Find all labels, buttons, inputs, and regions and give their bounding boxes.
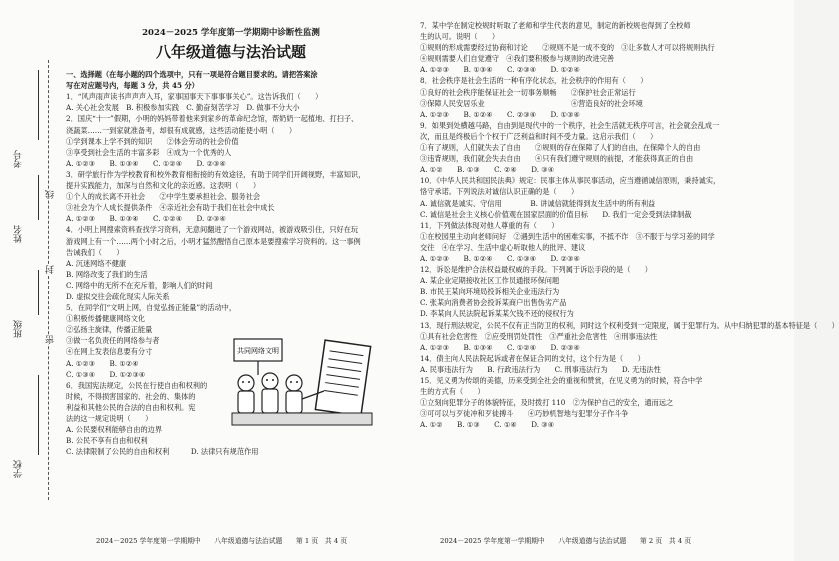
question-line: 浇蔬菜……一到家就准备考，却很有成就感，这些活动能使小明（ ） [66, 125, 297, 135]
banji-line [38, 270, 39, 315]
question-line: ③保障人民安居乐业 ④营造良好的社会环境 [420, 98, 643, 108]
question-line: ④规则需要人们自觉遵守 ④我们要积极参与规则的改进完善 [420, 54, 615, 64]
question-line: ①有了规则，人们就失去了自由 ②规则的存在保障了人们的自由，在保障个人的自由 [420, 143, 701, 153]
question-line: 14．债主向人民法院起诉或者在保证合同的支付，这个行为是（ ） [420, 353, 645, 363]
question-line: D. 虚拟交往会疏化现实人际关系 [66, 291, 170, 301]
question-line: A. 民事违法行为 B. 行政违法行为 C. 刑事违法行为 D. 无违法性 [420, 364, 661, 374]
question-line: D. 李某向人民法院起诉某某欠钱不还的侵权行为 [420, 309, 574, 319]
exam-subtitle: 2024－2025 学年度第一学期期中诊断性监测 [142, 28, 320, 38]
question-line: 10．《中华人民共和国民法典》规定：民事主体从事民事活动，应当遵循诚信原则，秉持诚实， [420, 176, 721, 186]
question-line: ③违背规则，我们就会失去自由 ④只有我们遵守规则的前提，才能获得真正的自由 [420, 154, 694, 164]
cut-mark-mi: 密 [46, 335, 56, 344]
question-line: 1．“风声雨声读书声声声入耳，家事国事天下事事事关心”。这告诉我们（ ） [66, 92, 323, 102]
question-line: ①积极传播健康网络文化 [66, 314, 146, 324]
question-line: 6．我国宪法规定，公民在行使自由和权利的 [66, 380, 208, 390]
question-line: C. 诚信是社会主义核心价值观在国家层面的价值目标 D. 我们一定会受到法律制裁 [420, 209, 692, 219]
question-line: 12．诉讼是维护合法权益最权威的手段。下列属于诉讼手段的是（ ） [420, 265, 652, 275]
question-line: B. 市民王某向环境局投诉相关企业违法行为 [420, 287, 560, 297]
question-line: 5．在同学们“文明上网，自觉弘扬正能量”的活动中， [66, 303, 237, 313]
question-line: 游戏网上有一个……两个小时之后，小明才猛然醒悟自己原本是要搜索学习资料的。这一事例 [66, 236, 361, 246]
question-line: A. 公民要权利能够自由的边界 [66, 425, 163, 435]
xuexiao-label: 学校 [14, 460, 24, 478]
question-line: 8．社会秩序是社会生活的一种有序化状态，社会秩序的作用有（ ） [420, 76, 648, 86]
question-line: ③社会为个人成长提供条件 ④亲近社会有助于我们在社会中成长 [66, 203, 275, 213]
question-line: A. 沉迷网络不健康 [66, 258, 127, 268]
question-line: A. ①② B. ①③ C. ②④ D. ③④ [420, 165, 555, 175]
question-line: 生的认可。说明（ ） [420, 32, 500, 42]
question-line: 时候，不得损害国家的、社会的、集体的 [66, 391, 196, 401]
cartoon-illustration [228, 335, 378, 430]
question-line: C. 法律限制了公民的自由和权利 D. 法律只有规范作用 [66, 447, 259, 457]
question-line: ①在校园里主动向老师问好 ②遇到生活中的困难实事，不抵不诈 ③不服于与学习差的同学 [420, 231, 715, 241]
xingming-label: 姓名 [14, 225, 24, 243]
question-line: ③享受到社会生活的丰富多彩 ④成为一个优秀的人 [66, 147, 232, 157]
section-heading-2: 写在对应题号内，每题 3 分，共 45 分） [66, 81, 199, 91]
question-line: ④在网上发表信息要有分寸 [66, 347, 153, 357]
question-line: A. ①②③ B. ①③④ C. ①②④ D. ②③④ [66, 158, 226, 168]
question-line: 次，而且是终极后个个权于广泛利益和时间不受力量。这启示我们（ ） [420, 131, 658, 141]
question-line: A. ①② B. ①③ C. ①④ D. ③④ [420, 420, 555, 430]
question-line: B. 公民不享有自由和权利 [66, 436, 148, 446]
question-line: A. ①②③ B. ①③④ C. ①②④ D. ②③④ [66, 214, 226, 224]
question-line: C. 张某向消费者协会投诉某商户出售伪劣产品 [420, 298, 567, 308]
question-line: 3．研学旅行作为学校教育和校外教育相衔接的有效途径，有助于同学们开阔视野，丰富知识， [66, 169, 366, 179]
right-column [420, 20, 839, 430]
question-line: 9．如果到处横越马路，自由到是现代中的一个秩序，社会生活就无秩序可言，社会就会乱成一 [420, 120, 720, 130]
question-line: ③做一名负责任的网络参与者 [66, 336, 160, 346]
question-line: A. ①②③ B. ①③④ C. ②③④ D. ①②④ [420, 65, 580, 75]
question-line: 提升实践能力，加深与自然和文化的亲近感。这表明（ ） [66, 181, 261, 191]
question-line: A. ①②③ B. ①②④ [66, 358, 139, 368]
question-line: 告诫我们（ ） [66, 247, 124, 257]
question-line: 交往 ④在学习、生活中虚心听取他人的批评、建议 [420, 242, 586, 252]
question-line: ①学到课本上学不到的知识 ②体会劳动的社会价值 [66, 136, 239, 146]
question-line: 法的这一规定说明（ ） [66, 414, 153, 423]
question-line: ②弘扬主旋律，传播正能量 [66, 325, 153, 335]
question-line: 11．下列做法体现对他人尊重的有（ ） [420, 220, 559, 230]
question-line: 15．见义勇为传颂的美德，历来受到全社会的重视和赞赏，在见义勇为的时候，符合中学 [420, 376, 703, 385]
cut-mark-xian: 线 [46, 190, 56, 199]
question-line: A. ①②③ B. ①③④ C. ①②④ D. ②③④ [420, 342, 580, 352]
question-line: C. 网络中的无所不在充斥着，影响人们的时间 [66, 280, 213, 290]
cartoon-sign-text: 共同网络文明 [237, 347, 279, 355]
question-line: ①规则的形成需要经过协商和讨论 ②规则不是一成不变的 ③让多数人才可以将规则执行 [420, 43, 715, 53]
question-line: ③可可以与歹徒冲和歹徒搏斗 ④巧妙机智地与犯罪分子作斗争 [420, 409, 629, 419]
footer-right: 2024－2025 学年度第一学期期中 八年级道德与法治试题 第 2 页 共 4 页 [440, 537, 692, 545]
xuexiao-line [38, 375, 39, 455]
question-line: C. ①③④ D. ①②③④ [66, 369, 146, 379]
right-question-list [420, 20, 839, 430]
question-line: 生的方式有（ ） [420, 387, 485, 397]
question-line: A. ①②③ B. ①②④ C. ②③④ D. ①③④ [420, 109, 580, 119]
footer-left: 2024－2025 学年度第一学期期中 八年级道德与法治试题 第 1 页 共 4 页 [96, 537, 348, 545]
question-line: A. 诚信就是诚实、守信用 B. 讲诚信就能得到友生活中的所有利益 [420, 198, 656, 208]
question-line: 13．现行刑法规定，公民不仅有正当防卫的权利，同时这个权利受到一定限度，属于犯罪行为。从中归纳犯罪的基本特征是（ ） [420, 320, 839, 330]
question-line: A. ①②③ B. ①②④ C. ①③④ D. ②③④ [420, 253, 580, 263]
question-line: ①具有社会危害性 ②应受刑罚处罚性 ③严重社会危害性 ④刑事违法性 [420, 331, 658, 341]
question-line: 4．小明上网搜索资料查找学习资料，无意间翻进了一个游戏网站，被游戏吸引住，只好在玩 [66, 225, 359, 235]
question-line: 2．国庆“十一”假期，小明的妈妈带着他来到家乡的革命纪念馆，帮奶奶一起植地、打扫子、 [66, 114, 359, 124]
kaohao-label: 考号 [14, 150, 24, 168]
question-line: ①良好的社会秩序能保证社会一切事务顺畅 ②保护社会正常运行 [420, 87, 636, 97]
cut-mark-feng: 封 [46, 265, 56, 274]
question-line: ①立刻向犯罪分子的体貌特征，及时拨打 110 ②为保护自己的安全，通而远之 [420, 398, 674, 408]
exam-title: 八年级道德与法治试题 [155, 43, 306, 62]
question-line: 利益和其他公民的合法的自由和权利。宪 [66, 402, 196, 412]
question-line: A. 某企业定期接收社区工作员通报环保问题 [420, 276, 560, 286]
question-line: A. 关心社会发展 B. 积极参加实践 C. 勤奋刻苦学习 D. 做事不分大小 [66, 103, 300, 113]
banji-label: 班级 [14, 320, 24, 338]
kaohao-line [38, 70, 39, 140]
cut-dashed-line [48, 60, 49, 500]
section-heading: 一、选择题（在每小题的四个选项中，只有一项是符合题目要求的。请把答案涂 [66, 70, 318, 80]
question-line: 7．某中学在制定校规时听取了老师和学生代表的意见，制定的新校规也得到了全校师 [420, 21, 691, 30]
question-line: 恪守承诺。下列说法对诚信认识正确的是（ ） [420, 187, 579, 197]
binding-margin [0, 0, 62, 561]
xingming-line [38, 175, 39, 220]
question-line: B. 网络改变了我们的生活 [66, 269, 148, 279]
question-line: ①个人的成长离不开社会 ②中学生要承担社会、服务社会 [66, 192, 261, 202]
